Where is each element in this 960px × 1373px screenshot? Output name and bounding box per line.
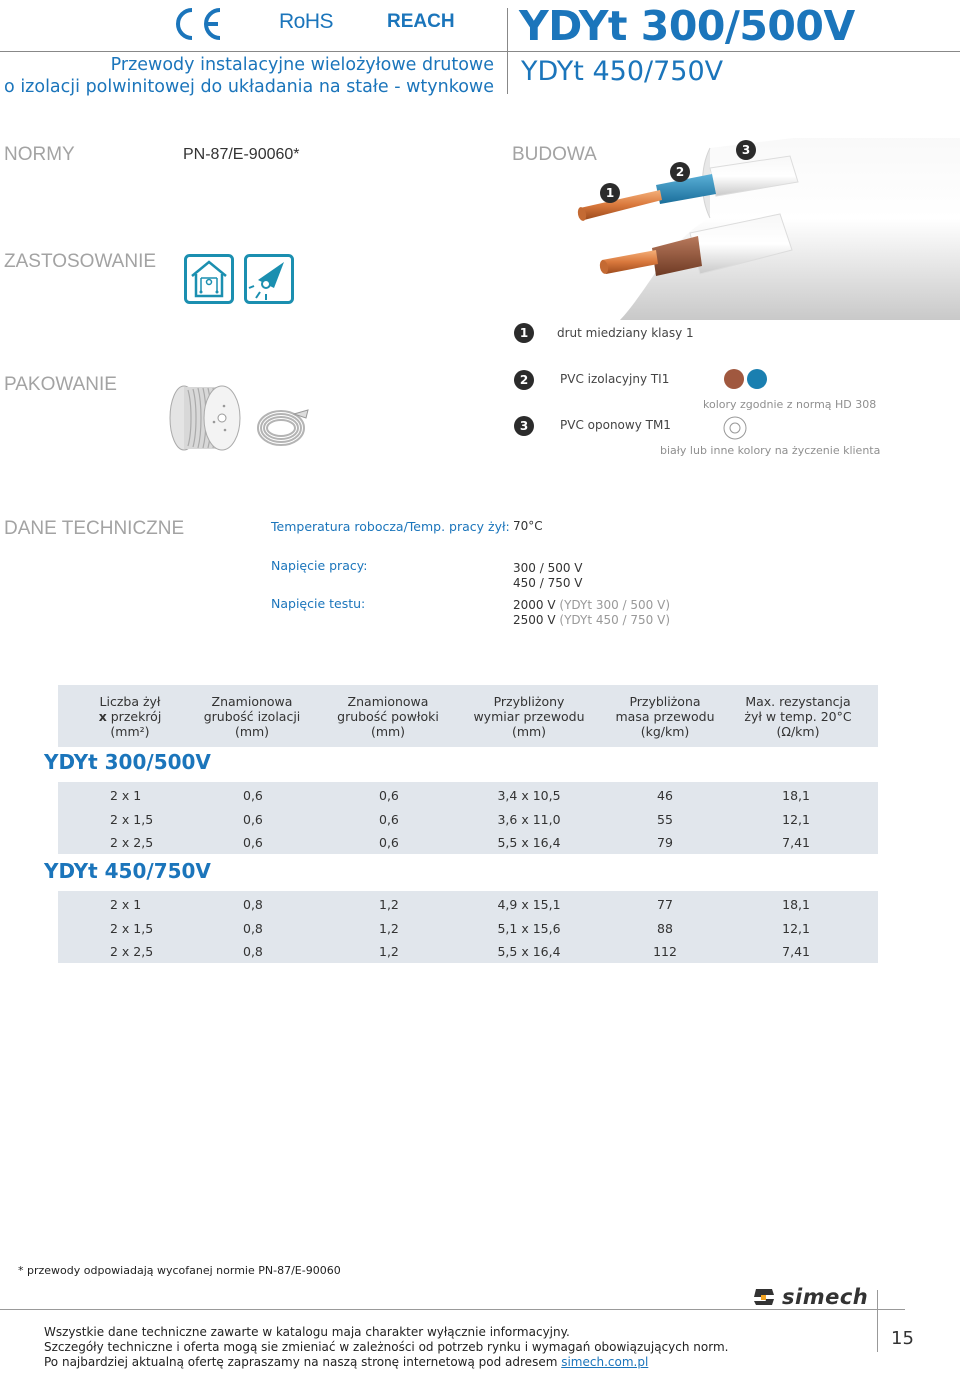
ce-mark-icon	[168, 6, 224, 42]
reach-label: REACH	[387, 11, 455, 32]
section-normy: NORMY	[4, 144, 75, 165]
table-row	[58, 916, 878, 940]
table-cell: 0,6	[243, 811, 263, 827]
table-row	[58, 892, 878, 916]
column-header-insulation: Znamionowa grubość izolacji (mm)	[203, 694, 301, 739]
voltage-value-2: 450 / 750 V	[513, 576, 583, 590]
table-cell: 79	[657, 835, 673, 851]
header-vertical-divider	[507, 8, 508, 94]
temperature-label: Temperatura robocza/Temp. pracy żył:	[271, 519, 510, 534]
table-cell: 77	[657, 897, 673, 912]
table-row	[58, 807, 878, 831]
cable-illustration	[560, 138, 960, 320]
simech-logo-text: simech	[782, 1285, 869, 1309]
construction-badge-3: 3	[514, 416, 534, 436]
table-cell: 55	[657, 811, 673, 827]
table-cell: 0,8	[243, 920, 263, 936]
table-cell: 0,6	[379, 788, 399, 803]
product-subtitle: YDYt 450/750V	[521, 56, 724, 87]
table-cell: 88	[657, 920, 673, 936]
indoor-installation-icon	[184, 254, 234, 304]
group-title-450-750: YDYt 450/750V	[44, 859, 211, 883]
table-cell: 2 x 1,5	[110, 920, 154, 936]
colors-note: kolory zgodnie z normą HD 308	[703, 398, 877, 411]
cable-badge-2: 2	[670, 162, 690, 182]
column-header-sheath: Znamionowa grubość powłoki (mm)	[337, 694, 439, 739]
footer-disclaimer	[44, 1325, 728, 1370]
simech-logo	[752, 1282, 868, 1312]
construction-item-sheath: PVC oponowy TM1	[560, 418, 671, 432]
table-row	[58, 783, 878, 807]
table-cell: 0,6	[243, 788, 263, 803]
construction-badge-1: 1	[514, 323, 534, 343]
footer-vertical-divider	[877, 1290, 878, 1352]
table-cell: 2 x 2,5	[110, 835, 154, 851]
table-cell: 18,1	[782, 788, 810, 803]
footer-divider	[0, 1309, 905, 1310]
product-title: YDYt 300/500V	[519, 2, 855, 50]
cable-drum-icon	[166, 384, 244, 452]
voltage-value-1: 300 / 500 V	[513, 561, 583, 575]
simech-logo-icon	[752, 1285, 778, 1309]
construction-badge-2: 2	[514, 370, 534, 390]
construction-item-insulation: PVC izolacyjny TI1	[560, 372, 670, 386]
table-cell: 3,6 x 11,0	[497, 811, 561, 827]
product-description-line1: Przewody instalacyjne wielożyłowe drutowe	[110, 55, 494, 75]
table-cell: 0,6	[379, 835, 399, 851]
table-cell: 0,8	[243, 897, 263, 912]
page-number: 15	[891, 1328, 914, 1349]
header-divider	[0, 51, 960, 52]
column-header-resistance: Max. rezystancja żył w temp. 20°C (Ω/km)	[744, 694, 852, 739]
section-pakowanie: PAKOWANIE	[4, 374, 117, 395]
table-cell: 0,8	[243, 944, 263, 960]
sheath-color-note: biały lub inne kolory na życzenie klienta	[660, 444, 881, 457]
column-header-dimensions: Przybliżony wymiar przewodu (mm)	[473, 694, 585, 739]
table-cell: 4,9 x 15,1	[497, 897, 561, 912]
table-cell: 2 x 1	[110, 788, 142, 803]
table-cell: 7,41	[782, 835, 810, 851]
table-cell: 46	[657, 788, 673, 803]
cable-coil-icon	[254, 402, 314, 450]
table-cell: 5,5 x 16,4	[497, 835, 561, 851]
table-cell: 112	[653, 944, 677, 960]
section-dane-techniczne: DANE TECHNICZNE	[4, 518, 185, 539]
table-cell: 12,1	[782, 920, 810, 936]
test-voltage-values	[513, 598, 670, 628]
insulation-color-brown	[724, 369, 744, 389]
voltage-values	[513, 561, 583, 591]
test-voltage-value-2: 2500 V	[513, 613, 556, 627]
sheath-color-white	[723, 416, 747, 440]
table-cell: 1,2	[379, 897, 399, 912]
table-cell: 7,41	[782, 944, 810, 960]
table-cell: 2 x 1,5	[110, 811, 154, 827]
test-voltage-value-1: 2000 V	[513, 598, 556, 612]
table-cell: 5,5 x 16,4	[497, 944, 561, 960]
test-voltage-note-1: (YDYt 300 / 500 V)	[559, 598, 671, 612]
table-cell: 0,6	[243, 835, 263, 851]
cable-badge-3: 3	[736, 140, 756, 160]
group-title-300-500: YDYt 300/500V	[44, 750, 211, 774]
construction-item-copper: drut miedziany klasy 1	[557, 326, 694, 340]
product-description	[4, 54, 494, 98]
table-cell: 3,4 x 10,5	[497, 788, 561, 803]
table-cell: 1,2	[379, 920, 399, 936]
normy-value: PN-87/E-90060*	[183, 146, 300, 163]
cable-badge-1: 1	[600, 183, 620, 203]
insulation-color-blue	[747, 369, 767, 389]
section-budowa: BUDOWA	[512, 144, 597, 165]
lighting-icon	[244, 254, 294, 304]
table-cell: 0,6	[379, 811, 399, 827]
test-voltage-label: Napięcie testu:	[271, 596, 366, 611]
table-cell: 18,1	[782, 897, 810, 912]
product-description-line2: o izolacji polwinitowej do układania na stałe - wtynkowe	[4, 77, 494, 97]
voltage-label: Napięcie pracy:	[271, 558, 368, 573]
column-header-mass: Przybliżona masa przewodu (kg/km)	[615, 694, 715, 739]
rohs-label: RoHS	[279, 10, 334, 33]
table-cell: 2 x 1	[110, 897, 142, 912]
section-zastosowanie: ZASTOSOWANIE	[4, 251, 157, 272]
website-link[interactable]: simech.com.pl	[561, 1355, 649, 1369]
footer-line-1: Wszystkie dane techniczne zawarte w katalogu maja charakter wyłącznie informacyjny.	[44, 1325, 570, 1339]
column-header-cross-section: Liczba żył x przekrój (mm²)	[98, 694, 162, 739]
test-voltage-note-2: (YDYt 450 / 750 V)	[559, 613, 671, 627]
table-cell: 2 x 2,5	[110, 944, 154, 960]
table-cell: 12,1	[782, 811, 810, 827]
table-row	[58, 939, 878, 963]
table-cell: 5,1 x 15,6	[497, 920, 561, 936]
table-cell: 1,2	[379, 944, 399, 960]
footnote: * przewody odpowiadają wycofanej normie PN-87/E-90060	[18, 1264, 341, 1277]
footer-line-3: Po najbardziej aktualną ofertę zapraszamy na naszą stronę internetową pod adresem	[44, 1355, 562, 1369]
footer-line-2: Szczegóły techniczne i oferta mogą sie zmieniać w zależności od potrzeb rynku i wymagań obowiązujących norm.	[44, 1340, 729, 1354]
temperature-value: 70°C	[513, 519, 543, 533]
table-row	[58, 830, 878, 854]
